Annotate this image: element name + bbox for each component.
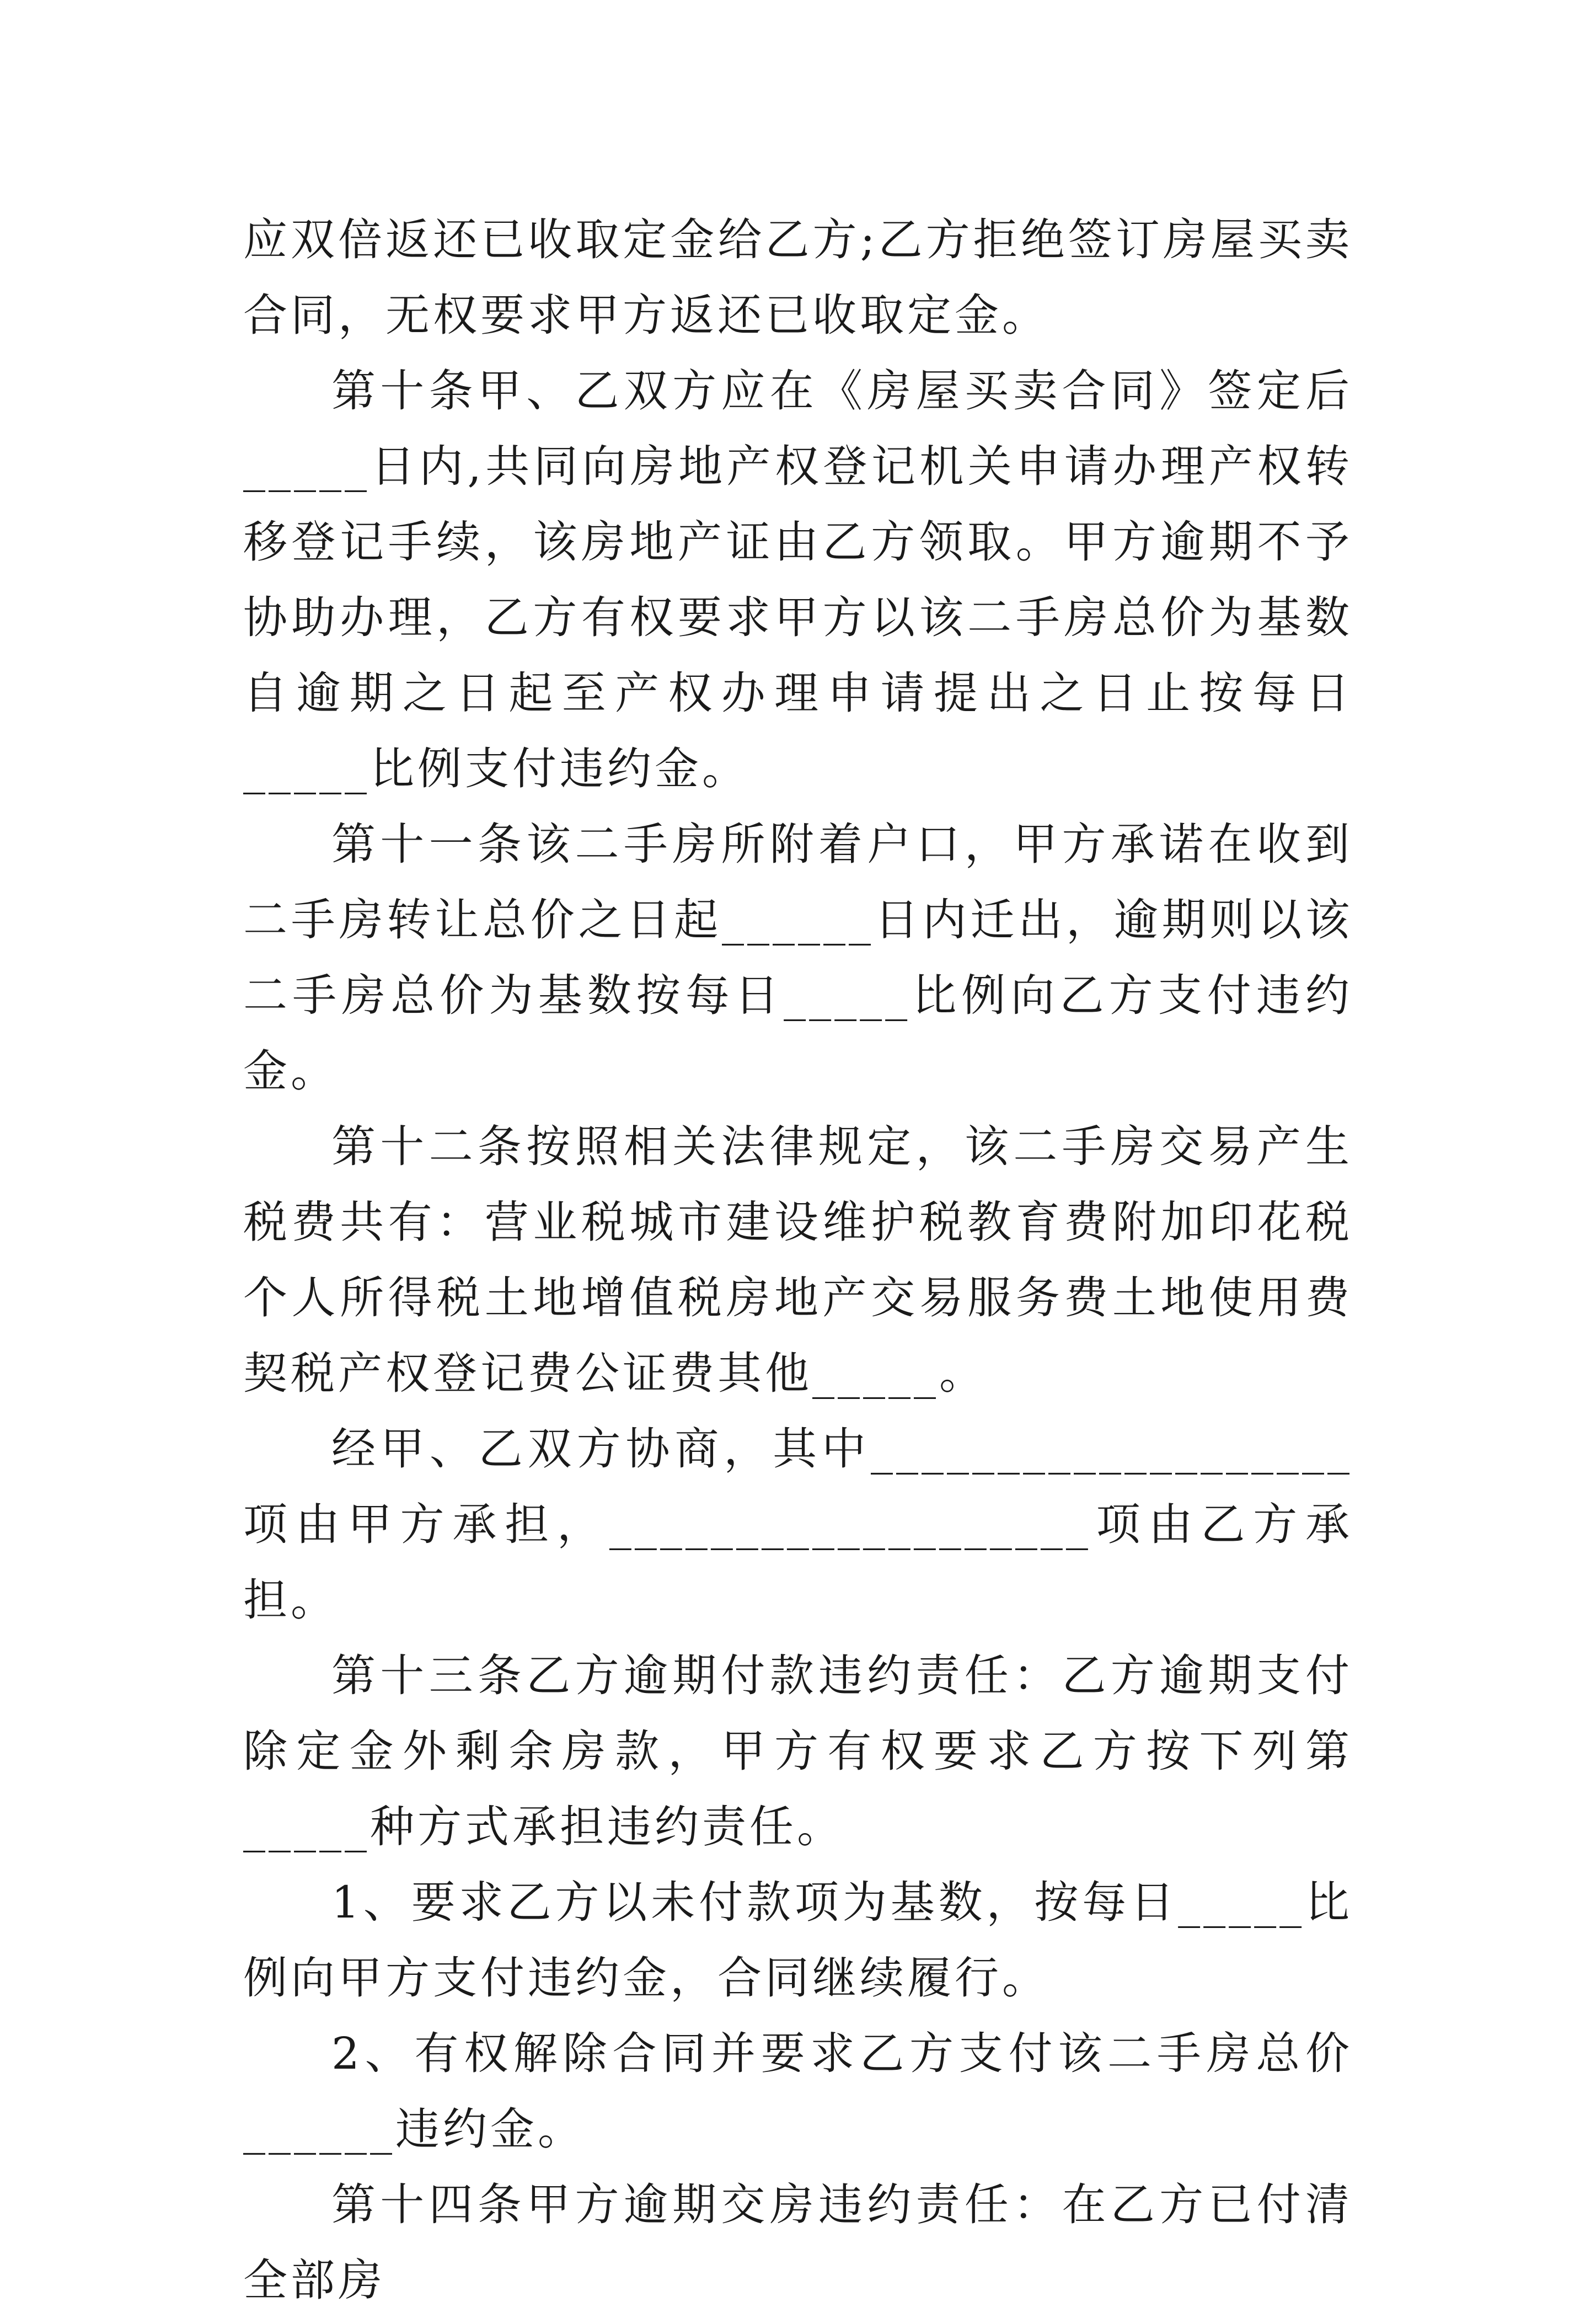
paragraph-article-10: 第十条甲、乙双方应在《房屋买卖合同》签定后_____日内,共同向房地产权登记机关申请办理产权转移登记手续，该房地产证由乙方领取。甲方逾期不予协助办理，乙方有权要求甲方以该二手房总价为基数自逾期之日起至产权办理申请提出之日止按每日_____比例支付违约金。 — [243, 365, 1353, 794]
paragraph-article-13: 第十三条乙方逾期付款违约责任：乙方逾期支付除定金外剩余房款，甲方有权要求乙方按下列第_____种方式承担违约责任。 — [243, 1650, 1353, 1852]
paragraph-continuation: 应双倍返还已收取定金给乙方;乙方拒绝签订房屋买卖合同，无权要求甲方返还已收取定金。 — [243, 214, 1353, 341]
paragraph-article-12: 第十二条按照相关法律规定，该二手房交易产生税费共有：营业税城市建设维护税教育费附加印花税个人所得税土地增值税房地产交易服务费土地使用费契税产权登记费公证费其他_____。 — [243, 1121, 1353, 1399]
paragraph-option-2: 2、有权解除合同并要求乙方支付该二手房总价______违约金。 — [243, 2028, 1353, 2155]
paragraph-option-1: 1、要求乙方以未付款项为基数，按每日_____比例向甲方支付违约金，合同继续履行。 — [243, 1877, 1353, 2004]
paragraph-tax-agreement: 经甲、乙双方协商，其中___________________项由甲方承担，___________________项由乙方承担。 — [243, 1423, 1353, 1626]
document-body — [243, 202, 1353, 2318]
paragraph-article-14: 第十四条甲方逾期交房违约责任：在乙方已付清全部房 — [243, 2179, 1353, 2306]
paragraph-article-11: 第十一条该二手房所附着户口，甲方承诺在收到二手房转让总价之日起______日内迁出，逾期则以该二手房总价为基数按每日_____比例向乙方支付违约金。 — [243, 819, 1353, 1097]
